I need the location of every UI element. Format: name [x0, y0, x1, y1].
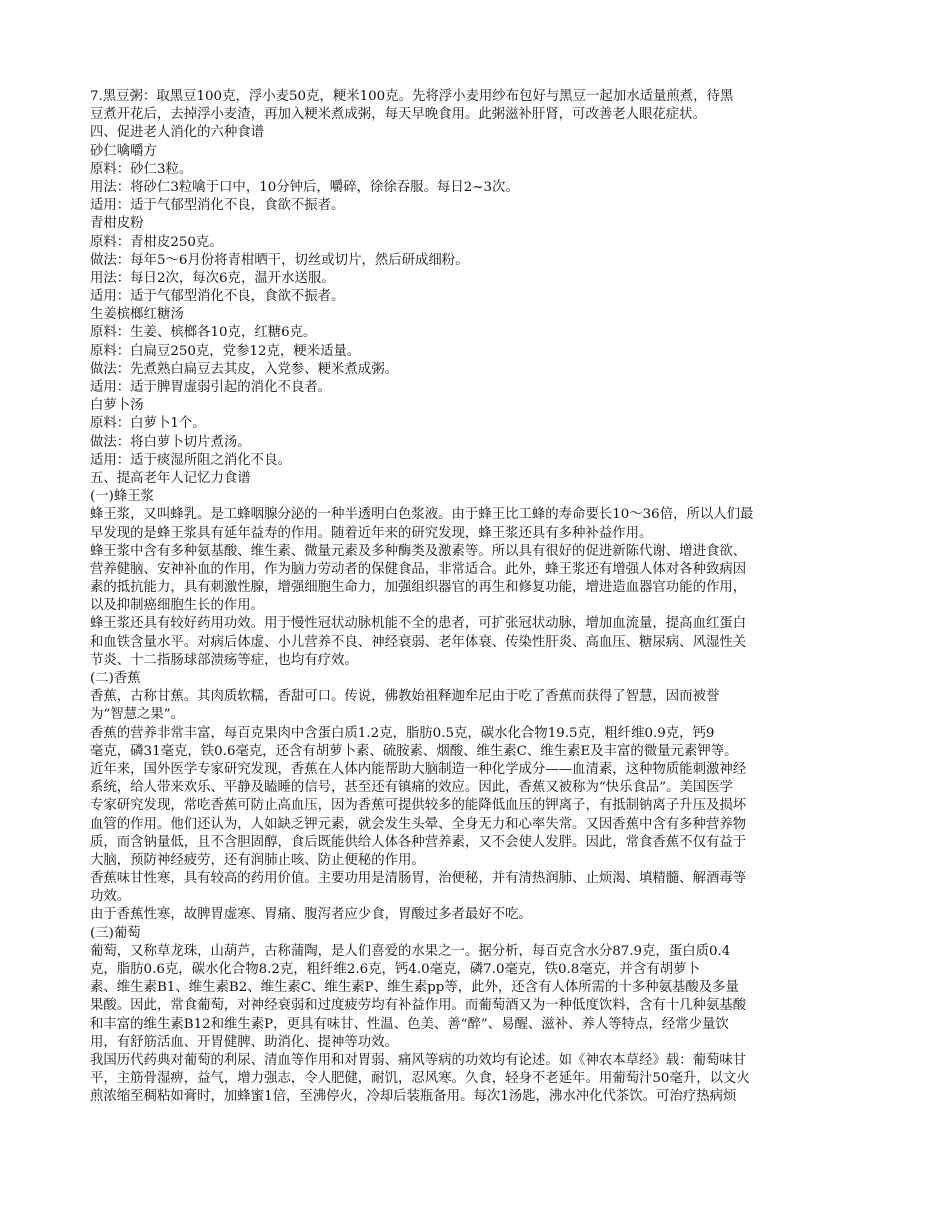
subsection-heading: (一)蜂王浆	[90, 489, 155, 505]
text-line: 和血铁含量水平。对病后体虚、小儿营养不良、神经衰弱、老年体衰、传染性肝炎、高血压、糖尿病、风湿性关	[90, 634, 747, 650]
text-line: 为“智慧之果”。	[90, 707, 185, 723]
text-line: 营养健脑、安神补血的作用，作为脑力劳动者的保健食品，非常适合。此外，蜂王浆还有增强人体对各种致病因	[90, 561, 747, 577]
text-line: 果酸。因此，常食葡萄，对神经衰弱和过度疲劳均有补益作用。而葡萄酒又为一种低度饮料，含有十几种氨基酸	[90, 998, 747, 1014]
recipe-title: 青柑皮粉	[90, 216, 144, 232]
recipe-title: 白萝卜汤	[90, 398, 144, 414]
text-line: 蜂王浆，又叫蜂乳。是工蜂咽腺分泌的一种半透明白色浆液。由于蜂王比工蜂的寿命要长10～36倍，所以人们最	[90, 507, 754, 523]
recipe-title: 砂仁噙嚼方	[90, 143, 157, 159]
text-line: 功效。	[90, 889, 131, 905]
subsection-heading: 葡萄，又称草龙珠，山葫芦，古称蒲陶，是人们喜爱的水果之一。据分析，每百克含水分87.9克，蛋白质0.4	[90, 943, 731, 959]
text-line: 由于香蕉性寒，故脾胃虚寒、胃痛、腹泻者应少食，胃酸过多者最好不吃。	[90, 907, 532, 923]
text-line: 以及抑制癌细胞生长的作用。	[90, 598, 265, 614]
text-line: 做法：先煮熟白扁豆去其皮，入党参、粳米煮成粥。	[90, 361, 398, 377]
text-line: 早发现的是蜂王浆具有延年益寿的作用。随着近年来的研究发现，蜂王浆还具有多种补益作用。	[90, 525, 653, 541]
text-line: 近年来，国外医学专家研究发现，香蕉在人体内能帮助大脑制造一种化学成分——血清素，这种物质能刺激神经	[90, 761, 747, 777]
text-line: 原料：生姜、槟榔各10克，红糖6克。	[90, 325, 317, 341]
text-line	[90, 1107, 862, 1125]
text-line: 7.黑豆粥：取黑豆100克，浮小麦50克，粳米100克。先将浮小麦用纱布包好与黑豆一起加水适量煎煮，待黑	[90, 89, 734, 104]
text-line: 原料：砂仁3粒。	[90, 161, 193, 177]
text-line: 香蕉的营养非常丰富，每百克果肉中含蛋白质1.2克，脂肪0.5克，碳水化合物19.5克，粗纤维0.9克，钙9	[90, 725, 715, 741]
text-line: 适用：适于气郁型消化不良，食欲不振者。	[90, 289, 345, 305]
text-line: 原料：青柑皮250克。	[90, 234, 223, 250]
text-line: 素的抵抗能力，具有刺激性腺，增强细胞生命力，加强组织器官的再生和修复功能，增进造血器官功能的作用，	[90, 580, 747, 596]
text-line: 蜂王浆中含有多种氨基酸、维生素、微量元素及多种酶类及激素等。所以具有很好的促进新陈代谢、增进食欲、	[90, 543, 747, 559]
text-line: 用法：每日2次，每次6克，温开水送服。	[90, 270, 335, 286]
text-line: 克，脂肪0.6克，碳水化合物8.2克，粗纤维2.6克，钙4.0毫克，磷7.0毫克，铁0.8毫克，并含有胡萝卜	[90, 962, 700, 977]
text-line: (三)葡萄	[90, 925, 141, 941]
text-line: 和丰富的维生素B12和维生素P，更具有味甘、性温、色美、善“醉”、易醒、滋补、养人等特点，经常少量饮	[90, 1016, 729, 1032]
text-line: 做法：将白萝卜切片煮汤。	[90, 434, 251, 450]
text-line: 平，主筋骨湿痹，益气，增力强志，令人肥健，耐饥，忍风寒。久食，轻身不老延年。用葡萄汁50毫升，以文火	[90, 1071, 750, 1087]
text-line: 专家研究发现，常吃香蕉可防止高血压，因为香蕉可提供较多的能降低血压的钾离子，有抵制钠离子升压及损坏	[90, 798, 747, 814]
text-line: 适用：适于脾胃虚弱引起的消化不良者。	[90, 380, 332, 395]
section-heading: 四、促进老人消化的六种食谱	[90, 125, 265, 141]
text-line: 大脑，预防神经疲劳，还有润肺止咳、防止便秘的作用。	[90, 852, 425, 868]
text-line: 节炎、十二指肠球部溃疡等症，也均有疗效。	[90, 652, 358, 668]
text-line: 血管的作用。他们还认为，人如缺乏钾元素，就会发生头晕、全身无力和心率失常。又因香蕉中含有多种营养物	[90, 816, 747, 832]
text-line: 我国历代药典对葡萄的利尿、清血等作用和对胃弱、痛风等病的功效均有论述。如《神农本草经》载：葡萄味甘	[90, 1052, 747, 1068]
text-line: 香蕉味甘性寒，具有较高的药用价值。主要功用是清肠胃，治便秘，并有清热润肺、止烦渴、填精髓、解酒毒等	[90, 871, 747, 887]
text-line: 煎浓缩至稠粘如膏时，加蜂蜜1倍，至沸停火，冷却后装瓶备用。每次1汤匙，沸水冲化代茶饮。可治疗热病烦	[90, 1089, 737, 1105]
text-line: 原料：白萝卜1个。	[90, 416, 206, 432]
text-line: 系统，给人带来欢乐、平静及瞌睡的信号，甚至还有镇痛的效应。因此，香蕉又被称为“快乐食品”。美国医学	[90, 780, 734, 796]
text-line: 用，有舒筋活血、开胃健脾、助消化、提神等功效。	[90, 1034, 398, 1050]
text-line: 原料：白扁豆250克，党参12克，粳米适量。	[90, 343, 361, 359]
text-line: 适用：适于气郁型消化不良，食欲不振者。	[90, 198, 345, 214]
text-line: 素、维生素B1、维生素B2、维生素C、维生素P、维生素pp等，此外，还含有人体所需的十多种氨基酸及多量	[90, 980, 739, 996]
document-body	[90, 88, 862, 1125]
text-line: 豆煮开花后，去掉浮小麦渣，再加入粳米煮成粥，每天早晚食用。此粥滋补肝肾，可改善老人眼花症状。	[90, 107, 706, 123]
text-line: 蜂王浆还具有较好药用功效。用于慢性冠状动脉机能不全的患者，可扩张冠状动脉，增加血流量，提高血红蛋白	[90, 616, 747, 632]
recipe-title: 生姜槟榔红糖汤	[90, 307, 184, 323]
text-line: 质，而含钠量低，且不含胆固醇，食后既能供给人体各种营养素，又不会使人发胖。因此，常食香蕉不仅有益于	[90, 834, 747, 850]
text-line: 毫克，磷31毫克，铁0.6毫克，还含有胡萝卜素、硫胺素、烟酸、维生素C、维生素E及丰富的微量元素钾等。	[90, 743, 738, 759]
text-line: 适用：适于痰湿所阻之消化不良。	[90, 452, 291, 468]
text-line: 用法：将砂仁3粒噙于口中，10分钟后，嚼碎，徐徐吞服。每日2~3次。	[90, 179, 519, 195]
text-line: 做法：每年5～6月份将青柑晒干，切丝或切片，然后研成细粉。	[90, 252, 469, 268]
section-heading: 五、提高老年人记忆力食谱	[90, 470, 251, 486]
subsection-heading: (二)香蕉	[90, 671, 141, 686]
text-line: 香蕉，古称甘蕉。其肉质软糯，香甜可口。传说，佛教始祖释迦牟尼由于吃了香蕉而获得了智慧，因而被誉	[90, 689, 720, 705]
